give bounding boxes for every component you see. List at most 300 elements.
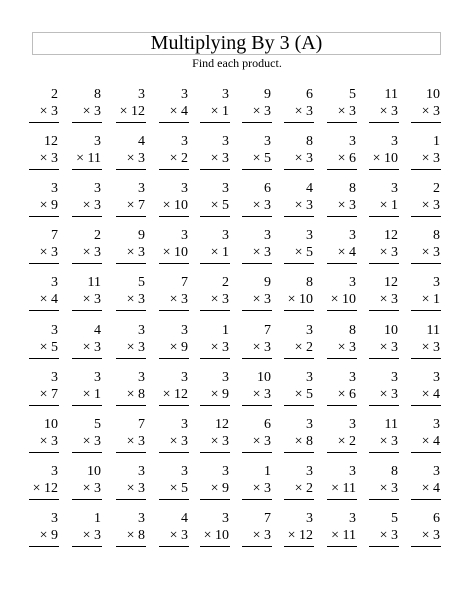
problem (183, 228, 229, 268)
multiplicand: 2 (222, 275, 229, 291)
multiplier: × 3 (379, 480, 398, 496)
problem (394, 417, 440, 457)
multiplier: × 3 (421, 527, 440, 543)
problem (99, 134, 145, 174)
multiplicand: 3 (51, 369, 58, 385)
multiplicand: 3 (349, 134, 356, 150)
problem (99, 511, 145, 551)
multiplier: × 3 (210, 433, 229, 449)
problem (352, 87, 398, 127)
problem (99, 87, 145, 127)
problem (267, 323, 313, 363)
problem (99, 464, 145, 504)
multiplicand: 4 (306, 181, 313, 197)
multiplicand: 3 (138, 181, 145, 197)
multiplicand: 7 (181, 275, 188, 291)
problem (267, 370, 313, 410)
multiplier: × 4 (337, 245, 356, 261)
multiplier: × 3 (337, 339, 356, 355)
multiplier: × 7 (126, 198, 145, 214)
problem (99, 275, 145, 315)
problem (394, 511, 440, 551)
multiplicand: 7 (264, 322, 271, 338)
multiplicand: 3 (391, 134, 398, 150)
multiplier: × 10 (162, 245, 188, 261)
multiplicand: 3 (433, 275, 440, 291)
multiplicand: 11 (384, 416, 398, 432)
multiplicand: 5 (349, 87, 356, 102)
answer-line (72, 310, 102, 311)
multiplicand: 7 (138, 416, 145, 432)
multiplicand: 3 (181, 463, 188, 479)
multiplicand: 10 (384, 322, 398, 338)
multiplier: × 9 (39, 198, 58, 214)
problem (12, 464, 58, 504)
multiplicand: 2 (51, 87, 58, 102)
answer-line (411, 122, 441, 123)
problem (352, 417, 398, 457)
multiplicand: 3 (222, 463, 229, 479)
multiplier: × 2 (169, 151, 188, 167)
answer-line (72, 452, 102, 453)
problem (55, 417, 101, 457)
problem (99, 181, 145, 221)
multiplicand: 3 (349, 510, 356, 526)
problem (394, 228, 440, 268)
multiplicand: 3 (94, 369, 101, 385)
problem (310, 181, 356, 221)
problem (310, 511, 356, 551)
multiplier: × 3 (252, 480, 271, 496)
multiplier: × 3 (82, 245, 101, 261)
answer-line (411, 310, 441, 311)
multiplier: × 12 (162, 386, 188, 402)
problem (310, 323, 356, 363)
problem (225, 275, 271, 315)
multiplier: × 12 (119, 104, 145, 119)
multiplier: × 5 (252, 151, 271, 167)
answer-line (72, 405, 102, 406)
multiplicand: 8 (391, 463, 398, 479)
multiplier: × 11 (76, 151, 101, 167)
problem (267, 228, 313, 268)
problem (310, 417, 356, 457)
multiplicand: 1 (433, 134, 440, 150)
multiplier: × 3 (252, 386, 271, 402)
multiplier: × 1 (82, 386, 101, 402)
multiplier: × 3 (379, 339, 398, 355)
answer-line (72, 122, 102, 123)
multiplier: × 3 (169, 433, 188, 449)
multiplicand: 9 (138, 228, 145, 244)
problem (225, 511, 271, 551)
multiplicand: 3 (181, 416, 188, 432)
multiplicand: 3 (51, 181, 58, 197)
multiplicand: 3 (138, 87, 145, 102)
answer-line (72, 546, 102, 547)
multiplier: × 3 (252, 339, 271, 355)
multiplicand: 4 (181, 510, 188, 526)
problem (142, 87, 188, 127)
problem (352, 181, 398, 221)
problem (12, 275, 58, 315)
multiplier: × 3 (252, 433, 271, 449)
multiplicand: 3 (181, 87, 188, 102)
multiplier: × 10 (372, 151, 398, 167)
multiplicand: 10 (87, 463, 101, 479)
problem (55, 181, 101, 221)
problem (12, 134, 58, 174)
problem (12, 228, 58, 268)
multiplier: × 10 (330, 292, 356, 308)
multiplicand: 11 (87, 275, 101, 291)
multiplicand: 3 (138, 510, 145, 526)
problem (352, 511, 398, 551)
multiplicand: 3 (306, 228, 313, 244)
problem (352, 275, 398, 315)
multiplicand: 6 (264, 416, 271, 432)
problem (142, 323, 188, 363)
multiplicand: 3 (94, 134, 101, 150)
multiplier: × 9 (39, 527, 58, 543)
problem (183, 323, 229, 363)
problem (394, 181, 440, 221)
multiplier: × 8 (126, 527, 145, 543)
multiplier: × 3 (421, 104, 440, 119)
problem (225, 181, 271, 221)
multiplicand: 5 (138, 275, 145, 291)
problem (183, 134, 229, 174)
multiplier: × 9 (210, 386, 229, 402)
problem (267, 511, 313, 551)
multiplier: × 3 (126, 339, 145, 355)
problem (55, 464, 101, 504)
multiplicand: 8 (306, 134, 313, 150)
multiplicand: 6 (433, 510, 440, 526)
multiplier: × 3 (82, 198, 101, 214)
multiplicand: 3 (264, 134, 271, 150)
problem (225, 134, 271, 174)
multiplicand: 3 (306, 510, 313, 526)
problem (352, 134, 398, 174)
multiplier: × 12 (32, 480, 58, 496)
problem (310, 370, 356, 410)
multiplier: × 3 (379, 386, 398, 402)
multiplicand: 9 (264, 275, 271, 291)
multiplier: × 3 (39, 104, 58, 119)
problem (99, 417, 145, 457)
multiplier: × 2 (337, 433, 356, 449)
multiplicand: 3 (264, 228, 271, 244)
multiplicand: 3 (181, 181, 188, 197)
multiplier: × 3 (126, 151, 145, 167)
multiplier: × 10 (162, 198, 188, 214)
problem (225, 87, 271, 127)
multiplicand: 3 (349, 228, 356, 244)
multiplicand: 10 (44, 416, 58, 432)
multiplicand: 8 (94, 87, 101, 102)
multiplier: × 3 (421, 245, 440, 261)
problem (142, 511, 188, 551)
multiplier: × 3 (82, 339, 101, 355)
multiplicand: 3 (222, 87, 229, 102)
multiplier: × 4 (421, 433, 440, 449)
multiplier: × 3 (379, 527, 398, 543)
problem (225, 323, 271, 363)
multiplier: × 3 (294, 104, 313, 119)
multiplier: × 3 (82, 480, 101, 496)
multiplicand: 11 (384, 87, 398, 102)
answer-line (72, 169, 102, 170)
multiplicand: 6 (306, 87, 313, 102)
multiplier: × 3 (379, 245, 398, 261)
multiplicand: 7 (264, 510, 271, 526)
multiplier: × 6 (337, 151, 356, 167)
problem (12, 370, 58, 410)
answer-line (411, 499, 441, 500)
problem (55, 370, 101, 410)
multiplicand: 3 (433, 416, 440, 432)
multiplicand: 3 (138, 369, 145, 385)
problem (55, 511, 101, 551)
multiplier: × 1 (210, 104, 229, 119)
problem (183, 370, 229, 410)
multiplicand: 3 (222, 510, 229, 526)
problem (55, 87, 101, 127)
multiplier: × 3 (294, 198, 313, 214)
problem (183, 417, 229, 457)
answer-line (411, 358, 441, 359)
problem (267, 134, 313, 174)
multiplier: × 3 (337, 198, 356, 214)
multiplier: × 1 (379, 198, 398, 214)
multiplier: × 11 (331, 480, 356, 496)
problem (267, 87, 313, 127)
problem (394, 134, 440, 174)
multiplicand: 3 (181, 369, 188, 385)
problem (99, 323, 145, 363)
problem (55, 275, 101, 315)
multiplicand: 3 (181, 228, 188, 244)
multiplier: × 7 (39, 386, 58, 402)
problem (310, 87, 356, 127)
multiplicand: 12 (384, 228, 398, 244)
multiplier: × 1 (421, 292, 440, 308)
multiplier: × 3 (39, 433, 58, 449)
problem (394, 464, 440, 504)
multiplier: × 3 (294, 151, 313, 167)
multiplier: × 3 (337, 104, 356, 119)
multiplicand: 3 (181, 322, 188, 338)
multiplier: × 8 (294, 433, 313, 449)
multiplicand: 4 (138, 134, 145, 150)
problem (352, 323, 398, 363)
multiplier: × 4 (421, 386, 440, 402)
multiplicand: 3 (306, 463, 313, 479)
multiplicand: 1 (94, 510, 101, 526)
problem (99, 228, 145, 268)
multiplier: × 10 (203, 527, 229, 543)
multiplier: × 2 (294, 480, 313, 496)
answer-line (72, 216, 102, 217)
multiplicand: 3 (349, 369, 356, 385)
multiplicand: 2 (433, 181, 440, 197)
answer-line (411, 405, 441, 406)
problem (142, 134, 188, 174)
multiplicand: 11 (426, 322, 440, 338)
multiplier: × 3 (421, 151, 440, 167)
multiplier: × 3 (39, 245, 58, 261)
multiplicand: 5 (94, 416, 101, 432)
multiplicand: 12 (384, 275, 398, 291)
answer-line (411, 452, 441, 453)
multiplier: × 3 (379, 433, 398, 449)
problem (55, 323, 101, 363)
multiplier: × 8 (126, 386, 145, 402)
instructions: Find each product. (192, 56, 282, 70)
multiplier: × 5 (294, 245, 313, 261)
problem (183, 464, 229, 504)
problem (225, 417, 271, 457)
multiplicand: 3 (222, 228, 229, 244)
problem (12, 511, 58, 551)
problem (352, 370, 398, 410)
answer-line (411, 216, 441, 217)
problem (352, 228, 398, 268)
problem (142, 228, 188, 268)
multiplier: × 3 (169, 292, 188, 308)
multiplier: × 3 (421, 339, 440, 355)
multiplicand: 10 (426, 87, 440, 102)
multiplier: × 3 (379, 292, 398, 308)
problem (310, 275, 356, 315)
multiplier: × 3 (169, 527, 188, 543)
multiplicand: 3 (391, 369, 398, 385)
multiplier: × 4 (39, 292, 58, 308)
answer-line (411, 546, 441, 547)
answer-line (411, 263, 441, 264)
multiplicand: 3 (222, 369, 229, 385)
problem (394, 275, 440, 315)
multiplicand: 7 (51, 228, 58, 244)
multiplier: × 3 (210, 339, 229, 355)
multiplicand: 8 (433, 228, 440, 244)
multiplier: × 9 (169, 339, 188, 355)
answer-line (72, 358, 102, 359)
multiplicand: 3 (391, 181, 398, 197)
multiplier: × 3 (126, 245, 145, 261)
problem (267, 464, 313, 504)
multiplicand: 3 (349, 463, 356, 479)
multiplicand: 1 (264, 463, 271, 479)
problem (225, 370, 271, 410)
multiplier: × 12 (287, 527, 313, 543)
multiplier: × 3 (252, 104, 271, 119)
multiplicand: 8 (349, 181, 356, 197)
problem (225, 228, 271, 268)
multiplicand: 3 (51, 463, 58, 479)
multiplicand: 8 (349, 322, 356, 338)
multiplier: × 3 (252, 198, 271, 214)
problem (267, 417, 313, 457)
problem (310, 464, 356, 504)
multiplier: × 3 (210, 292, 229, 308)
multiplier: × 1 (210, 245, 229, 261)
multiplicand: 3 (222, 181, 229, 197)
problem (183, 275, 229, 315)
problem (394, 370, 440, 410)
multiplicand: 3 (51, 510, 58, 526)
multiplicand: 4 (94, 322, 101, 338)
multiplicand: 3 (433, 463, 440, 479)
multiplicand: 6 (264, 181, 271, 197)
answer-line (411, 169, 441, 170)
multiplier: × 3 (126, 480, 145, 496)
multiplier: × 5 (294, 386, 313, 402)
problem (183, 87, 229, 127)
multiplier: × 3 (82, 433, 101, 449)
multiplicand: 3 (306, 322, 313, 338)
multiplier: × 3 (252, 527, 271, 543)
multiplier: × 3 (421, 198, 440, 214)
multiplier: × 3 (252, 245, 271, 261)
multiplier: × 3 (39, 151, 58, 167)
multiplicand: 3 (138, 322, 145, 338)
problem (310, 228, 356, 268)
problem (99, 370, 145, 410)
multiplicand: 10 (257, 369, 271, 385)
answer-line (72, 499, 102, 500)
multiplicand: 3 (138, 463, 145, 479)
problem (267, 181, 313, 221)
multiplier: × 4 (421, 480, 440, 496)
answer-line (72, 263, 102, 264)
multiplicand: 3 (51, 275, 58, 291)
multiplicand: 3 (51, 322, 58, 338)
problem (142, 181, 188, 221)
multiplicand: 3 (94, 181, 101, 197)
problem (55, 134, 101, 174)
problem (225, 464, 271, 504)
page-title: Multiplying By 3 (A) (150, 32, 323, 54)
multiplier: × 2 (294, 339, 313, 355)
multiplier: × 3 (126, 292, 145, 308)
problem (142, 370, 188, 410)
problem (55, 228, 101, 268)
problem (12, 181, 58, 221)
problem (12, 87, 58, 127)
multiplier: × 5 (169, 480, 188, 496)
multiplier: × 10 (287, 292, 313, 308)
problem (142, 275, 188, 315)
multiplier: × 3 (82, 104, 101, 119)
multiplier: × 3 (210, 151, 229, 167)
multiplier: × 4 (169, 104, 188, 119)
multiplicand: 12 (44, 134, 58, 150)
problem (352, 464, 398, 504)
multiplicand: 1 (222, 322, 229, 338)
multiplier: × 3 (379, 104, 398, 119)
multiplicand: 12 (215, 416, 229, 432)
multiplicand: 3 (306, 416, 313, 432)
problem (267, 275, 313, 315)
problem (183, 511, 229, 551)
problem (183, 181, 229, 221)
multiplier: × 3 (252, 292, 271, 308)
multiplicand: 3 (349, 416, 356, 432)
problem (394, 323, 440, 363)
multiplicand: 3 (306, 369, 313, 385)
